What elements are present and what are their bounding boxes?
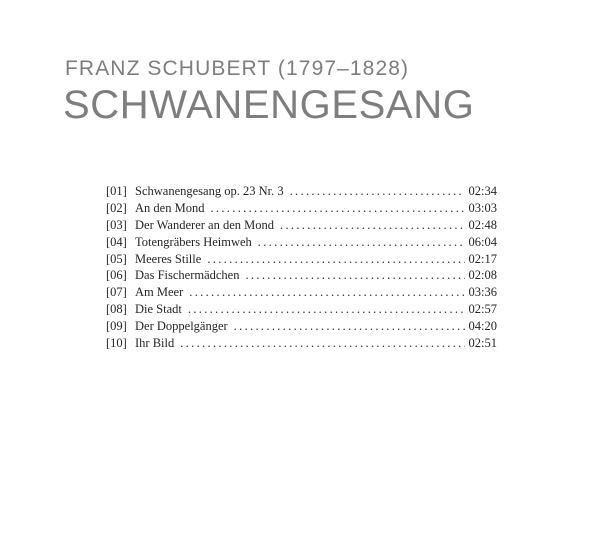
track-row	[106, 234, 497, 251]
track-number: [02]	[106, 200, 127, 215]
dot-leader	[180, 335, 464, 352]
track-title: Schwanengesang op. 23 Nr. 3	[135, 184, 284, 198]
track-number: [10]	[106, 336, 127, 351]
dot-leader	[234, 318, 465, 335]
dot-leader	[258, 234, 465, 251]
track-title: Das Fischermädchen	[135, 268, 240, 283]
track-row	[106, 301, 497, 318]
track-duration: 04:20	[468, 319, 497, 334]
dot-leader	[245, 267, 464, 284]
track-row	[106, 251, 497, 268]
track-number: [06]	[106, 268, 127, 283]
track-row	[106, 318, 497, 335]
track-row	[106, 284, 497, 301]
track-title: Der Doppelgänger	[135, 319, 228, 334]
track-row	[106, 217, 497, 234]
dot-leader	[207, 251, 464, 268]
track-duration: 02:17	[468, 251, 497, 266]
track-number: [05]	[106, 251, 127, 266]
track-duration: 03:36	[468, 285, 497, 300]
track-title: Am Meer	[135, 285, 184, 300]
track-duration: 02:57	[468, 302, 497, 317]
track-title: Ihr Bild	[135, 336, 175, 351]
track-row	[106, 267, 497, 284]
track-number: [04]	[106, 234, 127, 249]
track-number: [01]	[106, 184, 127, 198]
dot-leader	[189, 284, 464, 301]
track-number: [08]	[106, 302, 127, 317]
track-title: Totengräbers Heimweh	[135, 234, 252, 249]
dot-leader	[290, 183, 465, 200]
track-number: [09]	[106, 319, 127, 334]
track-duration: 06:04	[468, 234, 497, 249]
track-row	[106, 335, 497, 352]
track-title: Meeres Stille	[135, 251, 202, 266]
track-number: [03]	[106, 217, 127, 232]
work-title: SCHWANENGESANG	[63, 83, 475, 127]
track-row	[106, 200, 497, 217]
track-list	[106, 183, 497, 352]
track-duration: 02:08	[468, 268, 497, 283]
composer-heading: FRANZ SCHUBERT (1797–1828)	[65, 57, 410, 80]
track-row	[106, 183, 497, 200]
dot-leader	[188, 301, 465, 318]
dot-leader	[280, 217, 465, 234]
track-duration: 02:51	[468, 336, 497, 351]
track-title: Die Stadt	[135, 302, 182, 317]
track-duration: 03:03	[468, 200, 497, 215]
track-duration: 02:48	[468, 217, 497, 232]
track-number: [07]	[106, 285, 127, 300]
track-title: An den Mond	[135, 200, 205, 215]
track-title: Der Wanderer an den Mond	[135, 217, 274, 232]
track-duration: 02:34	[468, 184, 497, 198]
dot-leader	[210, 200, 464, 217]
